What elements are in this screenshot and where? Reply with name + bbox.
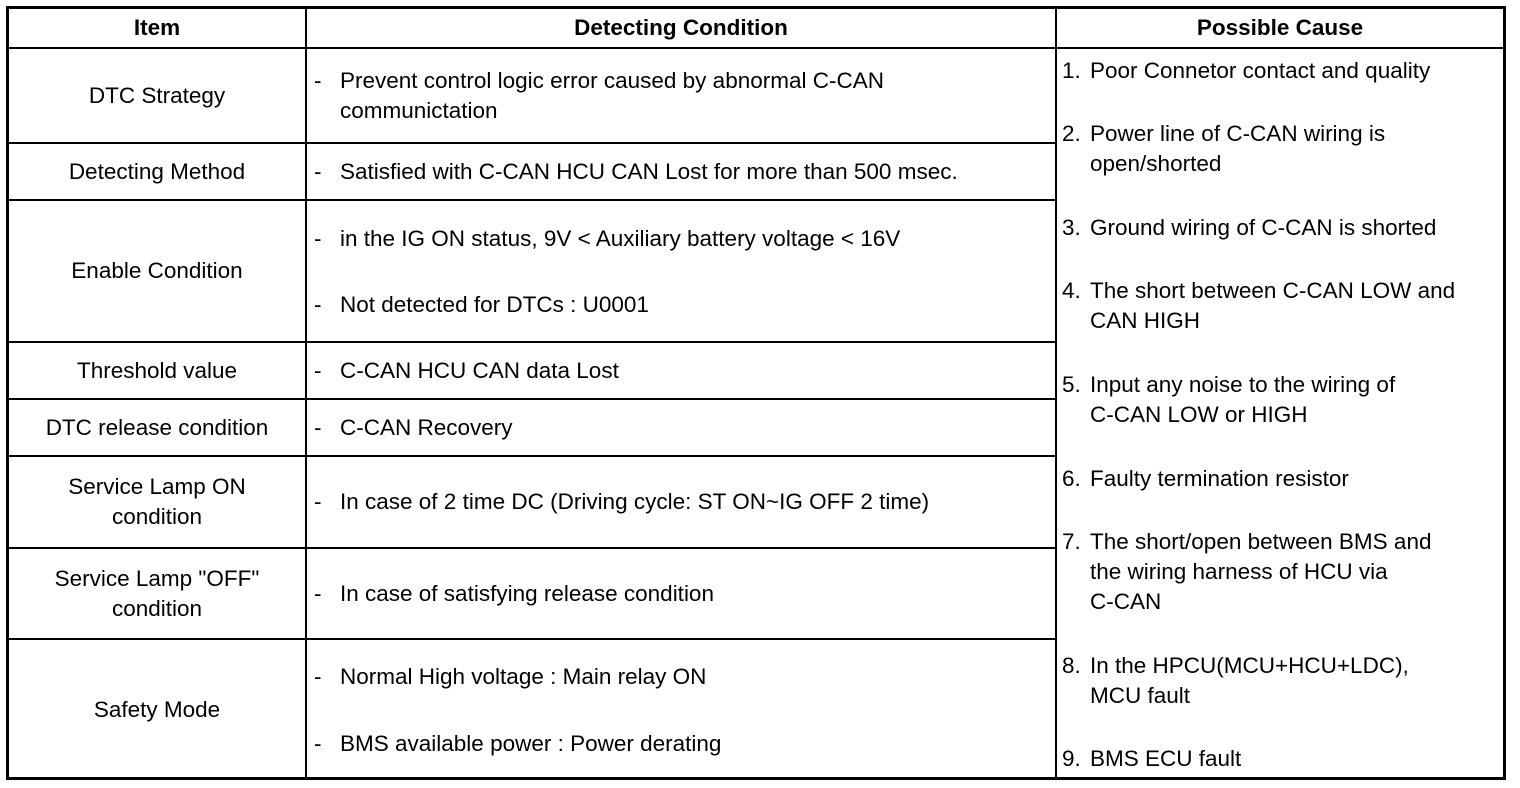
cause-number: 1. bbox=[1062, 58, 1081, 83]
cause-text: BMS ECU fault bbox=[1090, 746, 1242, 771]
cause-number: 8. bbox=[1062, 653, 1081, 678]
bullet-dash: - bbox=[314, 292, 322, 317]
item-detecting-method: Detecting Method bbox=[68, 158, 246, 184]
condition-text: In case of satisfying release condition bbox=[340, 580, 714, 606]
cause-text: C-CAN LOW or HIGH bbox=[1090, 402, 1308, 427]
item-service-lamp-off: Service Lamp "OFF" condition bbox=[54, 565, 260, 621]
cause-item bbox=[1062, 56, 1430, 86]
condition-safety-2 bbox=[314, 729, 1054, 759]
cause-text: In the HPCU(MCU+HCU+LDC), bbox=[1090, 653, 1409, 678]
item-dtc-release-condition: DTC release condition bbox=[45, 414, 269, 440]
cause-item bbox=[1062, 464, 1349, 494]
cause-item bbox=[1062, 213, 1436, 243]
condition-text: communictation bbox=[340, 97, 498, 123]
cause-item bbox=[1062, 744, 1241, 774]
condition-text: Not detected for DTCs : U0001 bbox=[340, 292, 649, 317]
bullet-dash: - bbox=[314, 226, 322, 251]
column-divider bbox=[305, 6, 307, 780]
bullet-dash: - bbox=[314, 158, 322, 184]
item-service-lamp-on: Service Lamp ON condition bbox=[68, 474, 246, 529]
header-possible-cause: Possible Cause bbox=[1196, 15, 1364, 40]
condition-text: BMS available power : Power derating bbox=[340, 731, 722, 756]
condition-enable-1 bbox=[314, 224, 1054, 254]
cause-text: Input any noise to the wiring of bbox=[1090, 372, 1396, 397]
header-detecting-condition: Detecting Condition bbox=[574, 15, 788, 40]
cause-number: 9. bbox=[1062, 746, 1081, 771]
cause-number: 7. bbox=[1062, 529, 1081, 554]
cause-item bbox=[1062, 370, 1395, 430]
cause-text: The short between C-CAN LOW and bbox=[1090, 278, 1456, 303]
cause-text: CAN HIGH bbox=[1090, 308, 1201, 333]
condition-text: In case of 2 time DC (Driving cycle: ST ON~IG OFF 2 time) bbox=[340, 489, 930, 514]
item-dtc-strategy: DTC Strategy bbox=[88, 82, 226, 108]
condition-threshold-value bbox=[314, 343, 1054, 398]
cause-number: 2. bbox=[1062, 121, 1081, 146]
condition-enable-2 bbox=[314, 290, 1054, 320]
cause-item bbox=[1062, 651, 1409, 711]
condition-dtc-strategy bbox=[314, 49, 1054, 142]
bullet-dash: - bbox=[314, 414, 322, 440]
condition-detecting-method bbox=[314, 144, 1054, 199]
cause-text: MCU fault bbox=[1090, 683, 1191, 708]
condition-release bbox=[314, 400, 1054, 455]
cause-text: The short/open between BMS and bbox=[1090, 529, 1432, 554]
cause-number: 3. bbox=[1062, 215, 1081, 240]
bullet-dash: - bbox=[314, 357, 322, 383]
cause-number: 6. bbox=[1062, 466, 1081, 491]
condition-text: Satisfied with C-CAN HCU CAN Lost for more than 500 msec. bbox=[340, 158, 958, 184]
cause-text: C-CAN bbox=[1090, 589, 1162, 614]
condition-text: C-CAN Recovery bbox=[340, 414, 513, 440]
cause-text: Ground wiring of C-CAN is shorted bbox=[1090, 215, 1437, 240]
item-threshold-value: Threshold value bbox=[76, 357, 238, 383]
cause-text: open/shorted bbox=[1090, 151, 1222, 176]
cause-text: the wiring harness of HCU via bbox=[1090, 559, 1388, 584]
bullet-dash: - bbox=[314, 731, 322, 756]
bullet-dash: - bbox=[314, 580, 322, 606]
bullet-dash: - bbox=[314, 67, 322, 93]
condition-text: C-CAN HCU CAN data Lost bbox=[340, 357, 619, 383]
condition-lamp-on bbox=[314, 457, 1054, 547]
cause-number: 4. bbox=[1062, 278, 1081, 303]
bullet-dash: - bbox=[314, 489, 322, 514]
condition-safety-1 bbox=[314, 662, 1054, 692]
condition-text: Prevent control logic error caused by abnormal C-CAN bbox=[340, 67, 884, 93]
cause-text: Poor Connetor contact and quality bbox=[1090, 58, 1431, 83]
cause-text: Power line of C-CAN wiring is bbox=[1090, 121, 1386, 146]
cause-item bbox=[1062, 276, 1455, 336]
condition-text: in the IG ON status, 9V < Auxiliary battery voltage < 16V bbox=[340, 226, 901, 251]
header-item: Item bbox=[133, 15, 181, 40]
condition-lamp-off bbox=[314, 549, 1054, 638]
cause-number: 5. bbox=[1062, 372, 1081, 397]
column-divider bbox=[1055, 6, 1057, 780]
item-safety-mode: Safety Mode bbox=[93, 697, 221, 722]
item-enable-condition: Enable Condition bbox=[71, 258, 243, 283]
condition-text: Normal High voltage : Main relay ON bbox=[340, 664, 707, 689]
bullet-dash: - bbox=[314, 664, 322, 689]
cause-item bbox=[1062, 119, 1385, 179]
cause-text: Faulty termination resistor bbox=[1090, 466, 1349, 491]
cause-item bbox=[1062, 527, 1431, 617]
